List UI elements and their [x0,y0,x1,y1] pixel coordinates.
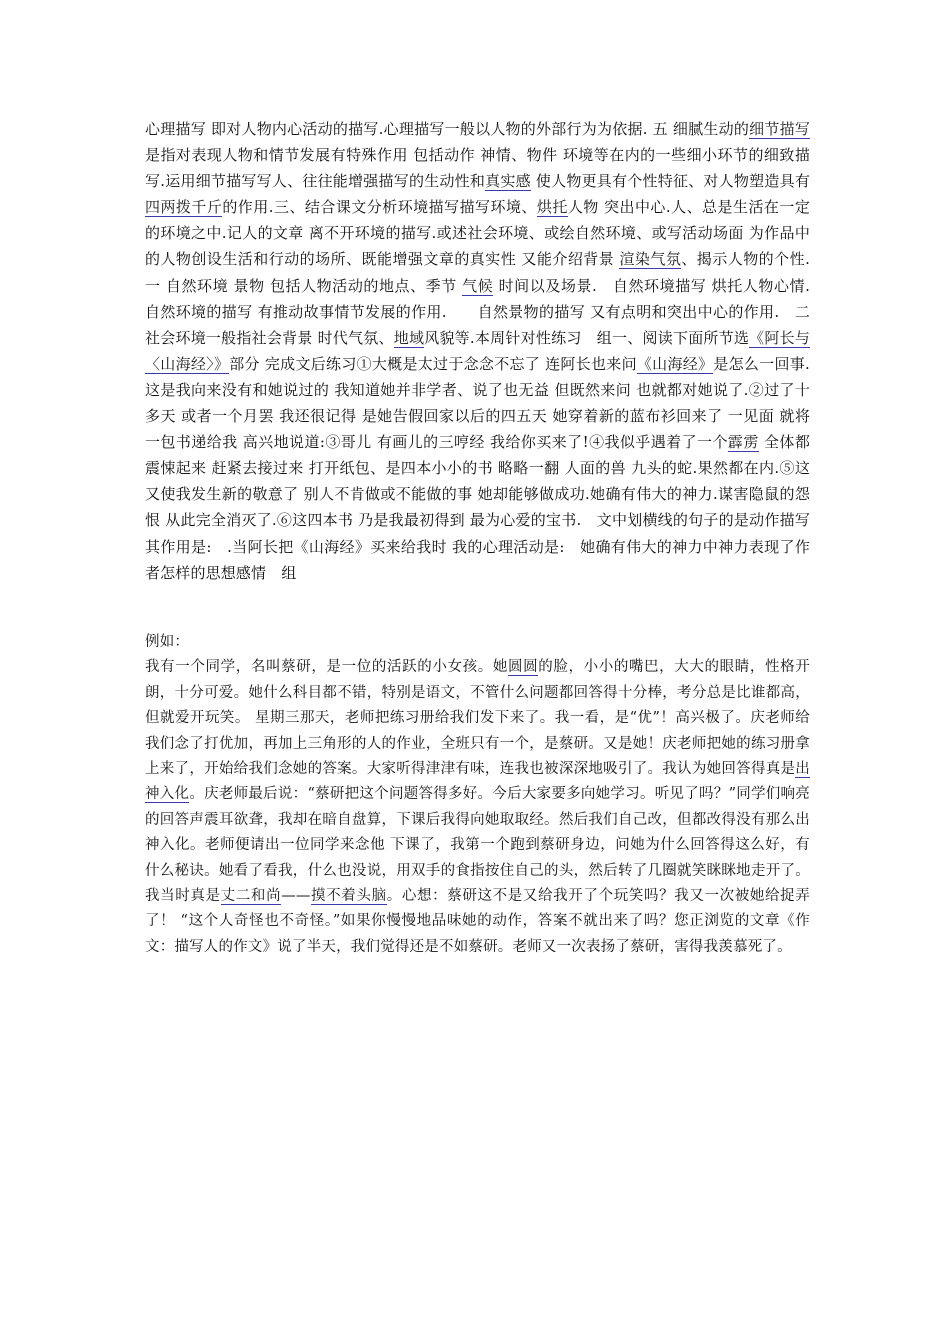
link-four-ounces[interactable]: 四两拨千斤 [145,198,223,217]
link-shanhaijing[interactable]: 《山海经》 [636,354,714,373]
link-detail-description[interactable]: 细节描写 [749,120,810,138]
text-run: 的脸，小小的嘴巴，大大的眼睛，性格开朗，十分可爱。她什么科目都不错，特别是语文，不管什么问题都回答得十分棒，考分总是比谁都高，但就爱开玩笑。 星期三那天，老师把练习册给我们发下来了。我一看，是“优”！高兴极了。庆老师给我们念了打优加，再加上三角形的人的作业，全班只有一个，是蔡研。又是她！庆老师把她的练习册拿上来了，开始给我们念她的答案。大家听得津津有味，连我也被深深地吸引了。我认为她回答得真是 [145,659,810,778]
text-run: 我有一个同学，名叫蔡研，是一位的活跃的小女孩。她 [145,659,508,676]
text-run: 是指对表现人物和情节发展有特殊作用 包括动作 神情、物件 环境等在内的一些细小环节的细致描写.运用细节描写写人、往往能增强描写的生动性和 [145,146,810,191]
text-run: 是怎么一回事.这是我向来没有和她说过的 我知道她并非学者、说了也无益 但既然来问 也就都对她说了.②过了十多天 或者一个月罢 我还很记得 是她告假回家以后的四五天 她穿着新的蓝布衫回来了 一见面 就将一包书递给我 高兴地说道:③哥儿 有画儿的三哼经 我给你买来了!④我似乎遇着了一个 [145,354,810,452]
link-realism[interactable]: 真实感 [485,172,531,191]
link-round-face[interactable]: 圆圆 [507,659,539,676]
link-region[interactable]: 地域 [393,328,425,347]
link-ah-chang-article[interactable]: 《阿长与〈山海经〉》 [145,328,810,373]
paragraph-description-techniques [145,116,841,586]
link-thunderbolt[interactable]: 霹雳 [727,433,759,452]
text-run: 风貌等.本周针对性练习 组一、阅读下面所节选 [424,328,750,347]
text-block-example-essay [145,630,810,960]
text-run: 。庆老师最后说：“蔡研把这个问题答得多好。今后大家要多向她学习。听见了吗？”同学们响亮的回答声震耳欲聋，我却在暗自盘算，下课后我得向她取取经。然后我们自己改，但都改得没有那么出神入化。老师便请出一位同学来念他 下课了，我第一个跑到蔡研身边，问她为什么回答得这么好，有什么秘诀。她看了看我，什么也没说，用双手的食指按住自己的头，然后转了几圈就笑眯眯地走开了。我当时真是 [145,786,811,905]
link-puzzled[interactable]: 摸不着头脑 [310,888,387,905]
text-run: 的作用.三、结合课文分析环境描写描写环境、 [222,198,537,217]
text-run: —— [281,888,311,905]
link-set-off[interactable]: 烘托 [536,198,568,217]
text-run: 。心想：蔡研这不是又给我开了个玩笑吗？我又一次被她给捉弄了！ “这个人奇怪也不奇怪。”如果你慢慢地品味她的动作，答案不就出来了吗？您正浏览的文章《作文：描写人的作文》说了半天，我们觉得还是不如蔡研。老师又一次表扬了蔡研，害得我羡慕死了。 [145,888,810,955]
text-run: 心理描写 即对人物内心活动的描写.心理描写一般以人物的外部行为为依据. 五 细腻生动的 [145,120,750,138]
text-run: 使人物更具有个性特征、对人物塑造具有 [530,172,810,191]
link-climate[interactable]: 气候 [462,276,494,295]
link-superb[interactable]: 出神入化 [145,761,810,803]
paragraph-example-essay [145,655,810,960]
example-heading: 例如： [145,634,190,650]
text-run: 、揭示人物的个性. 一 自然环境 景物 包括人物活动的地点、季节 [145,250,810,295]
text-block-environment-description [145,116,841,586]
link-puzzled-monk[interactable]: 丈二和尚 [220,888,282,905]
text-run: 部分 完成文后练习①大概是太过于念念不忘了 连阿长也来问 [229,354,637,373]
text-run: 时间以及场景. 自然环境描写 烘托人物心情. 自然环境的描写 有推动故事情节发展的作用. 自然景物的描写 又有点明和突出中心的作用. 二 社会环境一般指社会背景 时代气氛、 [145,276,841,347]
text-run: 全体都震悚起来 赶紧去接过来 打开纸包、是四本小小的书 略略一翻 人面的兽 九头的蛇.果然都在内.⑤这又使我发生新的敬意了 别人不肯做或不能做的事 她却能够做成功.她确有伟大的神力.谋害隐鼠的怨恨 从此完全消灭了.⑥这四本书 乃是我最初得到 最为心爱的宝书. 文中划横线的句子的是动作描写 其作用是: .当阿长把《山海经》买来给我时 我的心理活动是: 她确有伟大的神力中神力表现了作者怎样的思想感情 组 [145,433,810,582]
link-render-atmosphere[interactable]: 渲染气氛 [619,250,682,269]
text-run: 人物 突出中心.人、总是生活在一定的环境之中.记人的文章 离不开环境的描写.或述社会环境、或绘自然环境、或写活动场面 为作品中的人物创设生活和行动的场所、既能增强文章的真实性 又能介绍背景 [145,198,810,269]
